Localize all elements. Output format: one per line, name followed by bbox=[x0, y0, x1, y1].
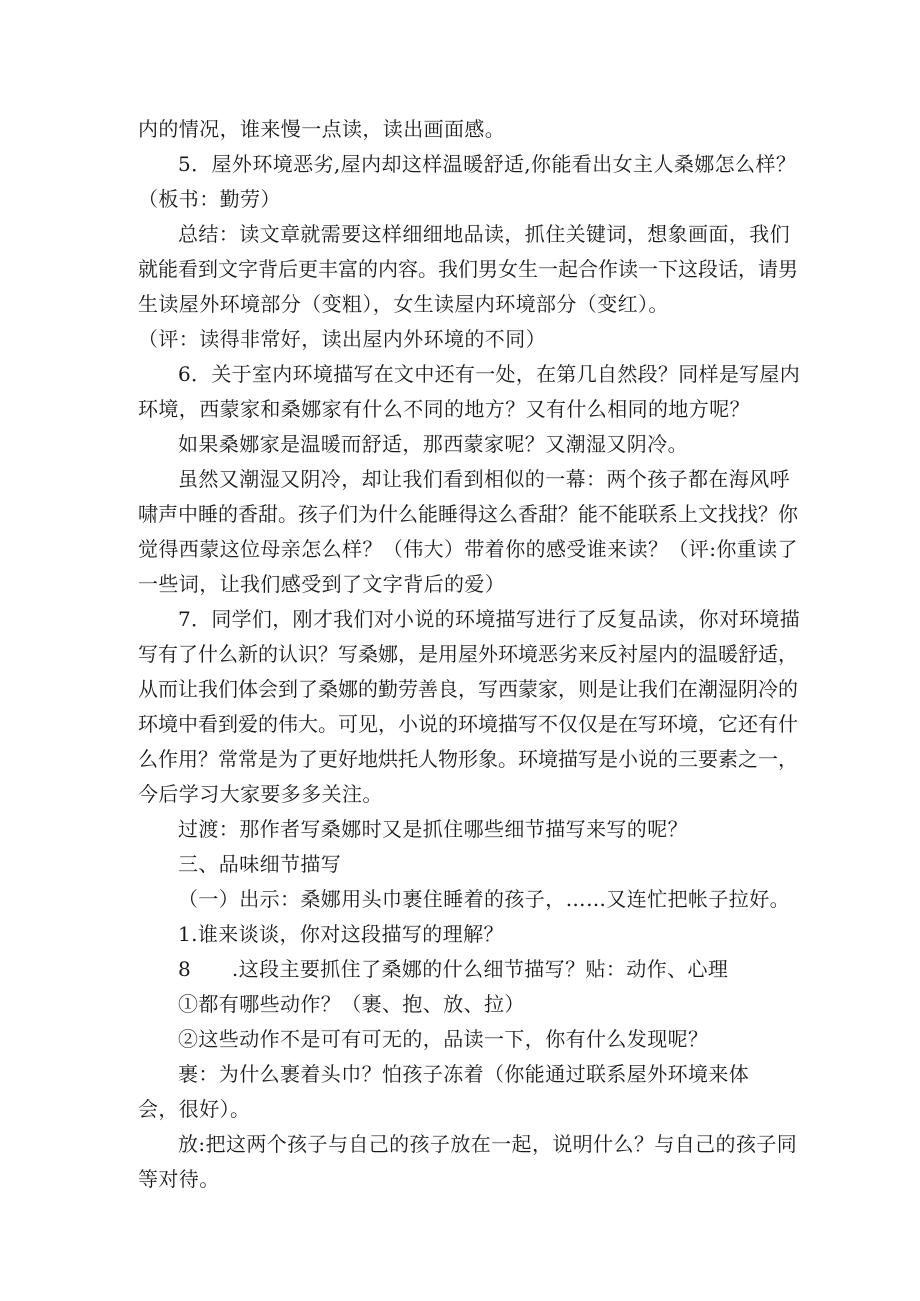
section-heading: 三、品味细节描写 bbox=[178, 852, 342, 876]
text-line: 会，很好）。 bbox=[138, 1097, 251, 1121]
paragraph-7: 7．同学们，刚才我们对小说的环境描写进行了反复品读，你对环境描 bbox=[178, 607, 801, 631]
text-line: 1.谁来谈谈，你对这段描写的理解？ bbox=[178, 922, 504, 946]
text-line: 一些词，让我们感受到了文字背后的爱） bbox=[138, 572, 506, 596]
paragraph-summary: 总结：读文章就需要这样细细地品读，抓住关键词，想象画面，我们 bbox=[178, 222, 790, 246]
text-line: ②这些动作不是可有可无的，品读一下，你有什么发现呢？ bbox=[178, 1027, 709, 1051]
text-line: 么作用？常常是为了更好地烘托人物形象。环境描写是小说的三要素之一， bbox=[138, 747, 798, 771]
text-line: 环境中看到爱的伟大。可见，小说的环境描写不仅仅是在写环境，它还有什 bbox=[138, 712, 798, 736]
text-line: 从而让我们体会到了桑娜的勤劳善良，写西蒙家，则是让我们在潮湿阴冷的 bbox=[138, 677, 798, 701]
text-line: 生读屋外环境部分（变粗），女生读屋内环境部分（变红）。 bbox=[138, 292, 669, 316]
text-line: 裹：为什么裹着头巾？怕孩子冻着（你能通过联系屋外环境来体 bbox=[178, 1062, 750, 1086]
text-line: 如果桑娜家是温暖而舒适，那西蒙家呢？又潮湿又阴冷。 bbox=[178, 432, 688, 456]
text-line: ①都有哪些动作？（裹、抱、放、拉） bbox=[178, 992, 525, 1016]
text-line: 觉得西蒙这位母亲怎么样？（伟大）带着你的感受谁来读？（评:你重读了 bbox=[138, 537, 798, 561]
text-line: （一）出示：桑娜用头巾裹住睡着的孩子，……又连忙把帐子拉好。 bbox=[178, 887, 790, 911]
text-line: 啸声中睡的香甜。孩子们为什么能睡得这么香甜？能不能联系上文找找？你 bbox=[138, 502, 798, 526]
comment-line: （评：读得非常好，读出屋内外环境的不同） bbox=[138, 327, 546, 351]
text-line: 内的情况，谁来慢一点读，读出画面感。 bbox=[138, 117, 506, 141]
text-line: 等对待。 bbox=[138, 1167, 220, 1191]
paragraph-6: 6．关于室内环境描写在文中还有一处，在第几自然段？同样是写屋内 bbox=[178, 362, 801, 386]
text-line: 写有了什么新的认识？写桑娜，是用屋外环境恶劣来反衬屋内的温暖舒适， bbox=[138, 642, 798, 666]
text-line: 就能看到文字背后更丰富的内容。我们男女生一起合作读一下这段话，请男 bbox=[138, 257, 798, 281]
paragraph-8: 8 .这段主要抓住了桑娜的什么细节描写？贴：动作、心理 bbox=[178, 957, 729, 981]
text-line: （板书：勤劳） bbox=[138, 187, 281, 211]
text-line: 今后学习大家要多多关注。 bbox=[138, 782, 383, 806]
text-line: 虽然又潮湿又阴冷，却让我们看到相似的一幕：两个孩子都在海风呼 bbox=[178, 467, 790, 491]
paragraph-5: 5．屋外环境恶劣,屋内却这样温暖舒适,你能看出女主人桑娜怎么样？ bbox=[178, 152, 797, 176]
transition-line: 过渡：那作者写桑娜时又是抓住哪些细节描写来写的呢？ bbox=[178, 817, 688, 841]
text-line: 环境，西蒙家和桑娜家有什么不同的地方？又有什么相同的地方呢？ bbox=[138, 397, 750, 421]
text-line: 放:把这两个孩子与自己的孩子放在一起，说明什么？与自己的孩子同 bbox=[178, 1132, 798, 1156]
